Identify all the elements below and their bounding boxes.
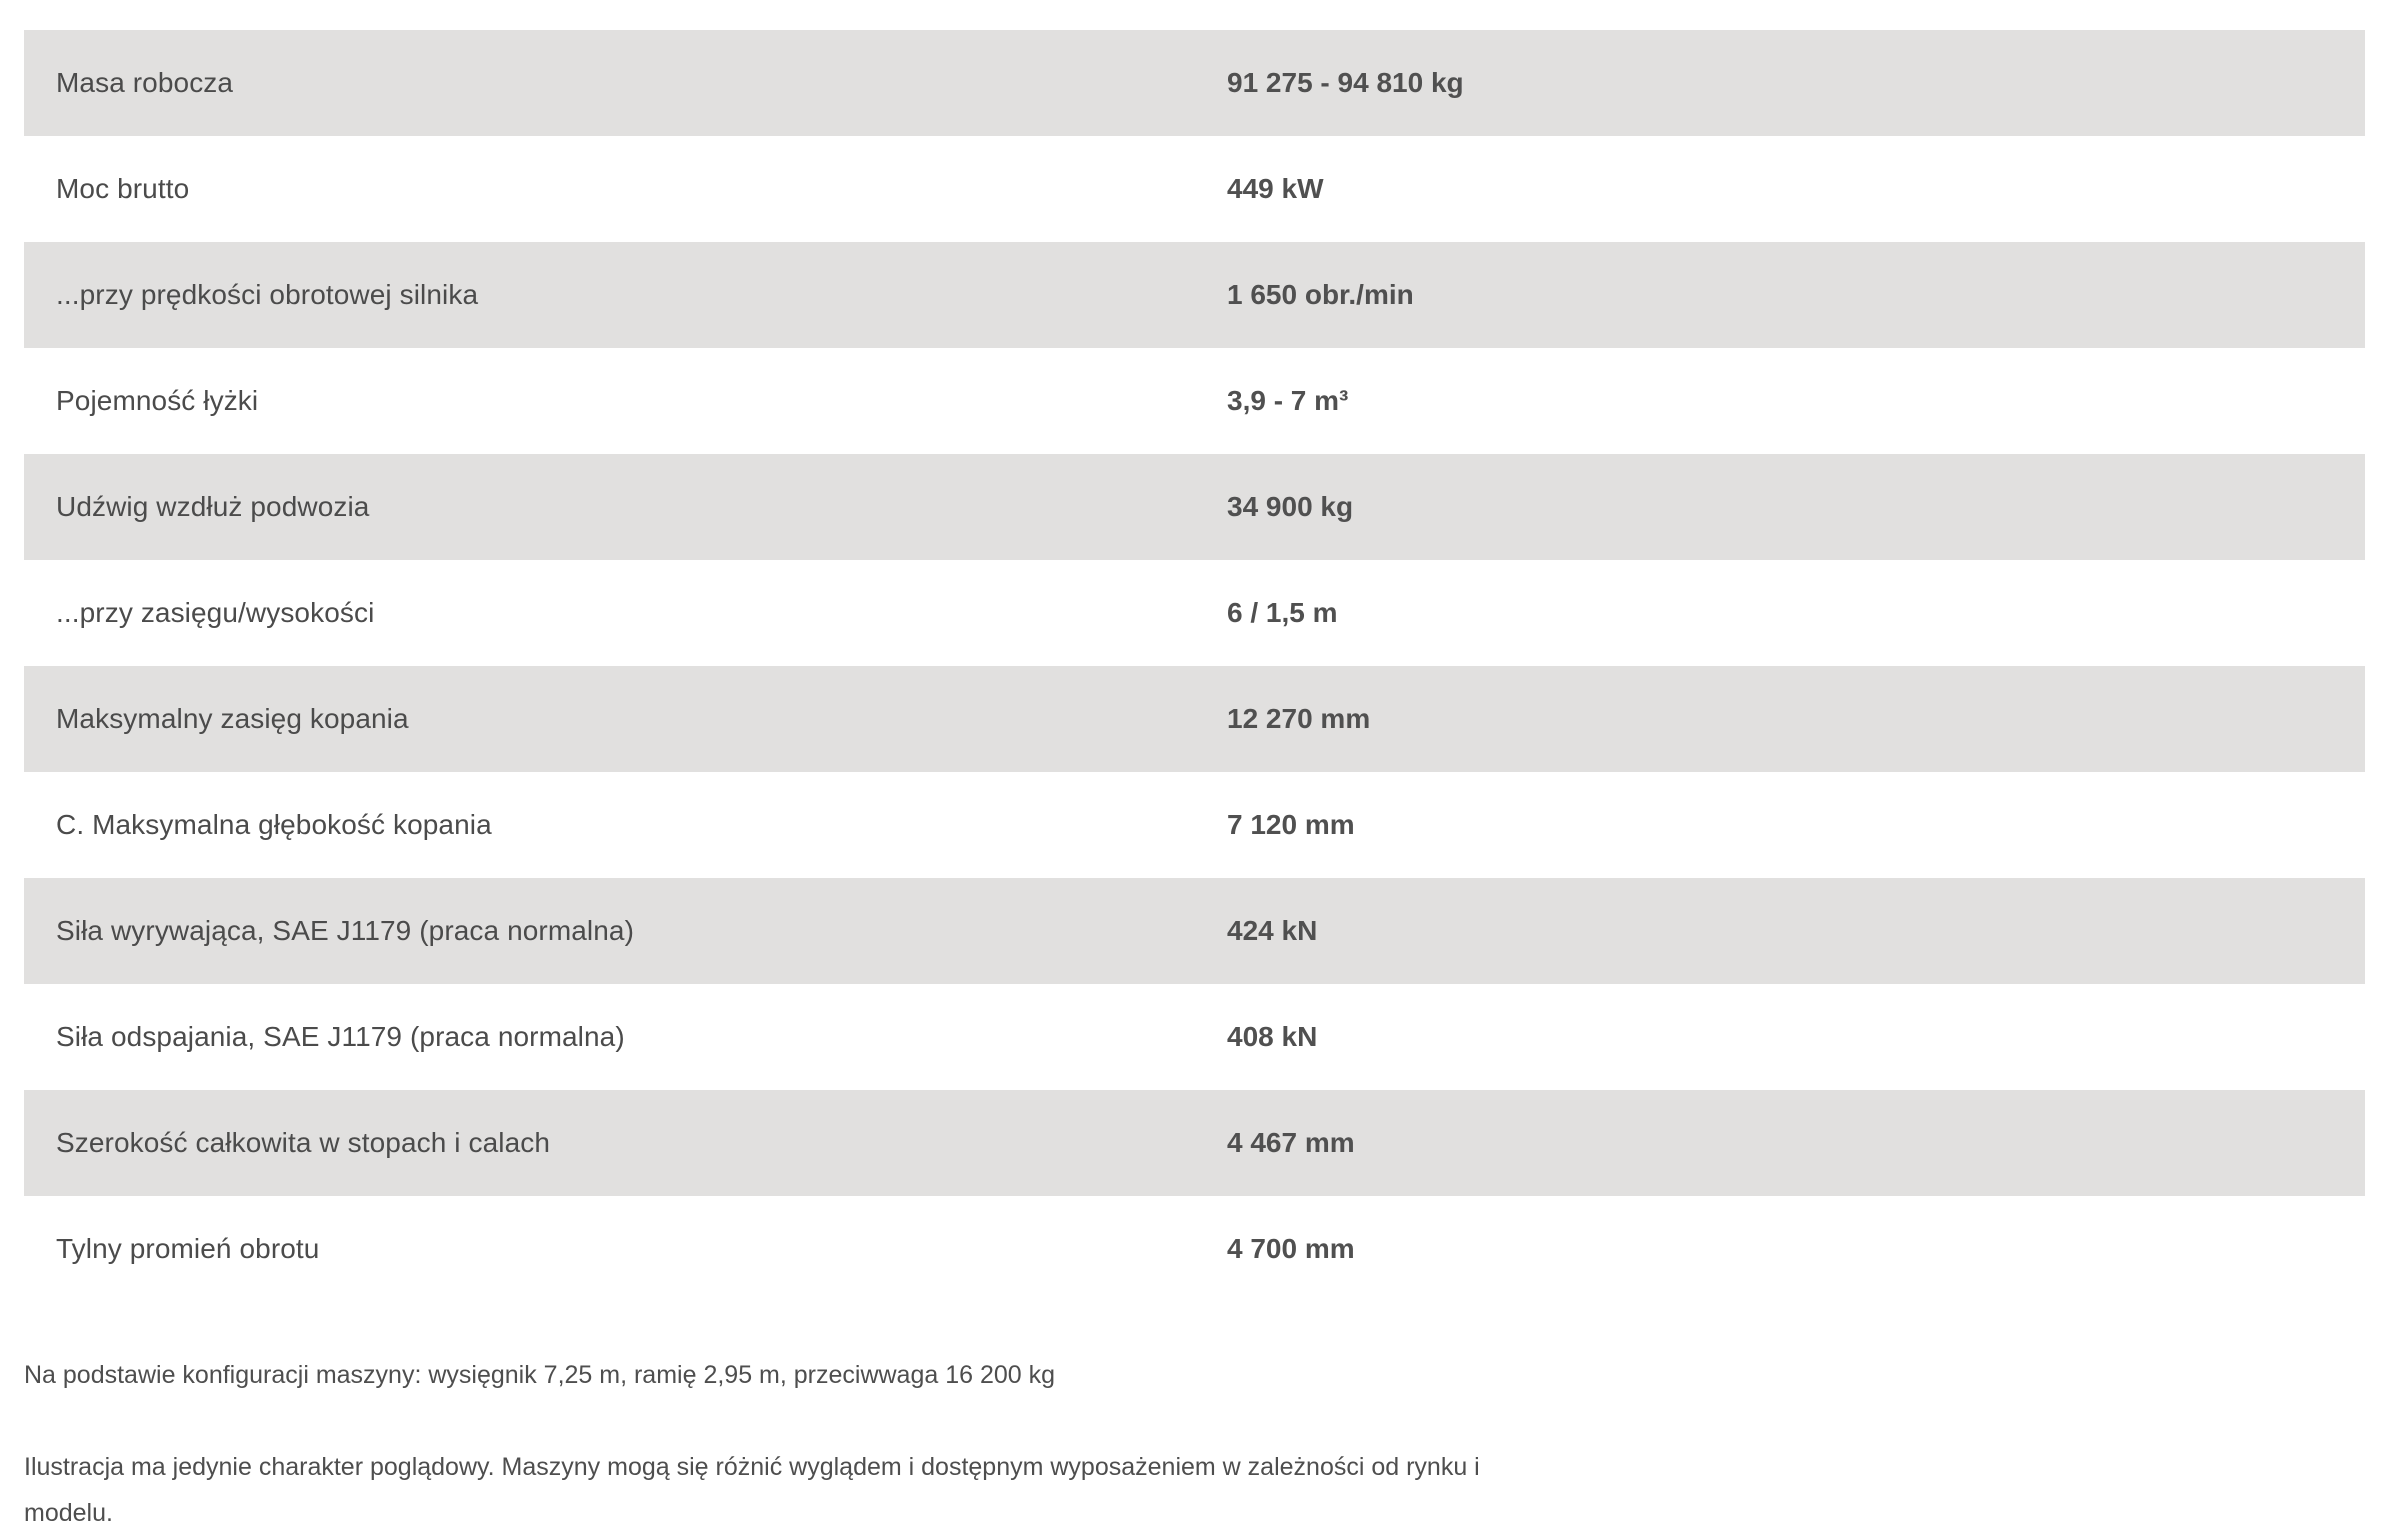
spec-label: Siła odspajania, SAE J1179 (praca normalna) [56,1021,625,1052]
spec-value: 3,9 - 7 m³ [1227,385,1349,416]
spec-row [24,772,2365,878]
spec-value: 1 650 obr./min [1227,279,1414,310]
spec-label: Szerokość całkowita w stopach i calach [56,1127,551,1158]
spec-label: Siła wyrywająca, SAE J1179 (praca normalna) [56,915,635,946]
spec-value: 424 kN [1227,915,1318,946]
spec-label: Pojemność łyżki [56,385,259,416]
spec-label: C. Maksymalna głębokość kopania [56,809,492,840]
spec-row [24,242,2365,348]
spec-value: 12 270 mm [1227,703,1371,734]
spec-value: 4 700 mm [1227,1233,1355,1264]
spec-row [24,1090,2365,1196]
spec-value: 91 275 - 94 810 kg [1227,67,1464,98]
spec-label: ...przy zasięgu/wysokości [56,597,375,628]
specifications-table [24,30,2365,1302]
disclaimer-note: Ilustracja ma jedynie charakter poglądowy. Maszyny mogą się różnić wyglądem i dostępnym wyposażeniem w zależności od rynku i modelu. [24,1453,1480,1527]
spec-label: Moc brutto [56,173,190,204]
spec-row [24,666,2365,772]
spec-row [24,878,2365,984]
spec-row [24,560,2365,666]
spec-row [24,136,2365,242]
spec-value: 4 467 mm [1227,1127,1355,1158]
spec-value: 408 kN [1227,1021,1318,1052]
spec-value: 6 / 1,5 m [1227,597,1338,628]
spec-value: 449 kW [1227,173,1324,204]
spec-row [24,1196,2365,1302]
spec-label: Masa robocza [56,67,234,98]
spec-label: Maksymalny zasięg kopania [56,703,409,734]
spec-label: Tylny promień obrotu [56,1233,320,1264]
spec-value: 7 120 mm [1227,809,1355,840]
spec-row [24,454,2365,560]
spec-label: ...przy prędkości obrotowej silnika [56,279,479,310]
spec-row [24,348,2365,454]
spec-label: Udźwig wzdłuż podwozia [56,491,370,522]
spec-row [24,30,2365,136]
spec-row [24,984,2365,1090]
configuration-note: Na podstawie konfiguracji maszyny: wysięgnik 7,25 m, ramię 2,95 m, przeciwwaga 16 200 kg [24,1361,1056,1389]
spec-value: 34 900 kg [1227,491,1354,522]
